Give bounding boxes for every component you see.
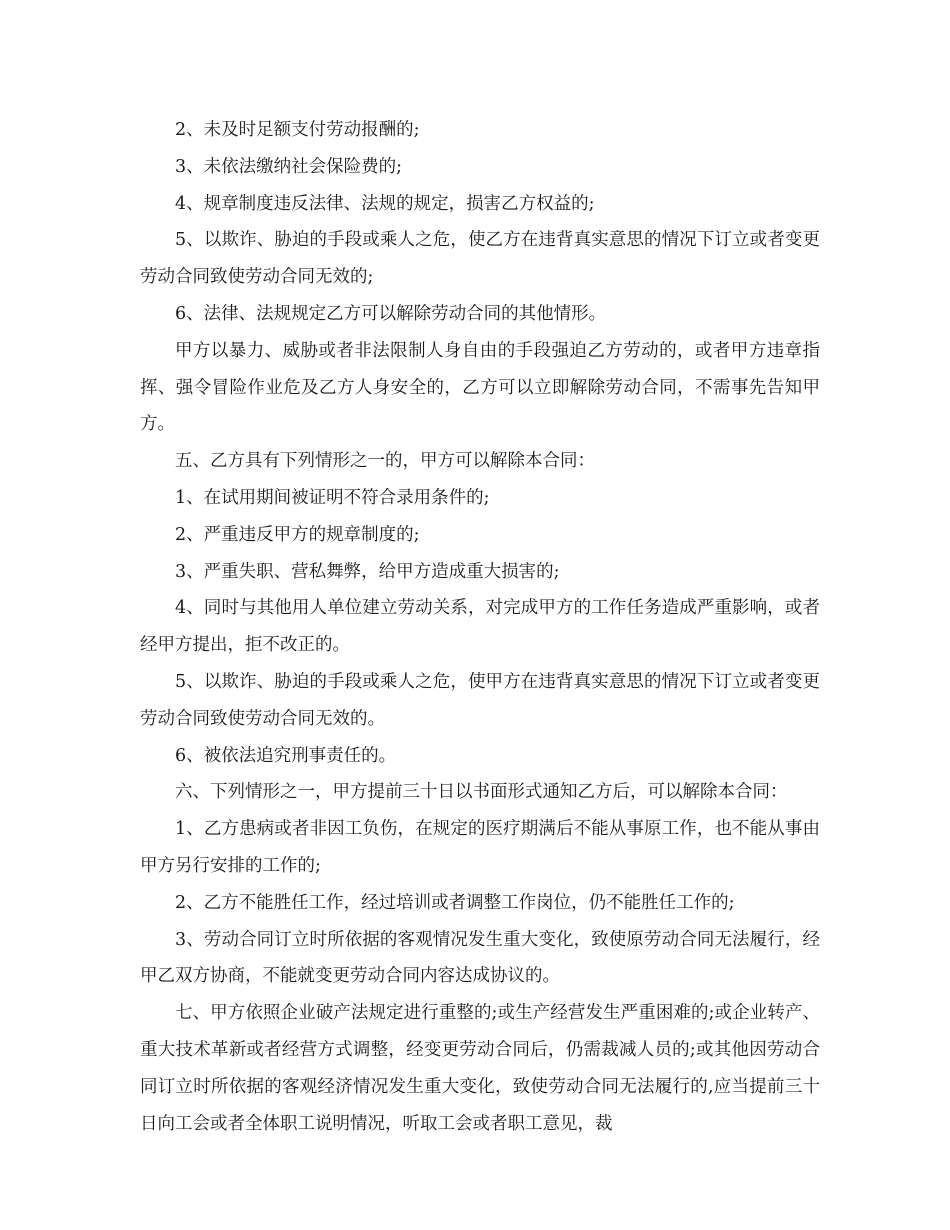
paragraph-item-3: 3、未依法缴纳社会保险费的; [175,156,403,177]
section-five-item-5: 5、以欺诈、胁迫的手段或乘人之危，使甲方在违背真实意思的情况下订立或者变更劳动合同致使劳动合同无效的。 [140,671,820,729]
section-five-item-2: 2、严重违反甲方的规章制度的; [175,524,420,545]
document-body [140,112,820,1142]
section-five-item-6: 6、被依法追究刑事责任的。 [175,745,397,766]
section-five-item-1: 1、在试用期间被证明不符合录用条件的; [175,487,490,508]
section-five-item-4: 4、同时与其他用人单位建立劳动关系，对完成甲方的工作任务造成严重影响，或者经甲方提出，拒不改正的。 [140,598,820,656]
section-six-heading: 六、下列情形之一，甲方提前三十日以书面形式通知乙方后，可以解除本合同： [175,782,788,803]
paragraph-item-4: 4、规章制度违反法律、法规的规定，损害乙方权益的; [175,193,595,214]
section-five-item-3: 3、严重失职、营私舞弊，给甲方造成重大损害的; [175,561,560,582]
paragraph-item-6: 6、法律、法规规定乙方可以解除劳动合同的其他情形。 [175,303,607,324]
section-six-item-2: 2、乙方不能胜任工作，经过培训或者调整工作岗位，仍不能胜任工作的; [175,892,735,913]
section-six-item-1: 1、乙方患病或者非因工负伤，在规定的医疗期满后不能从事原工作，也不能从事由甲方另行安排的工作的; [140,819,820,876]
section-six-item-3: 3、劳动合同订立时所依据的客观情况发生重大变化，致使原劳动合同无法履行，经甲乙双方协商，不能就变更劳动合同内容达成协议的。 [140,929,820,987]
section-seven-paragraph: 七、甲方依照企业破产法规定进行重整的;或生产经营发生严重困难的;或企业转产、重大技术革新或者经营方式调整，经变更劳动合同后，仍需裁减人员的;或其他因劳动合同订立时所依据的客观经济情况发生重大变化，致使劳动合同无法履行的,应当提前三十日向工会或者全体职工说明情况，听取工会或者职工意见，裁 [140,1003,820,1134]
paragraph-item-2: 2、未及时足额支付劳动报酬的; [175,120,420,140]
paragraph-immediate-termination: 甲方以暴力、威胁或者非法限制人身自由的手段强迫乙方劳动的，或者甲方违章指挥、强令冒险作业危及乙方人身安全的，乙方可以立即解除劳动合同，不需事先告知甲方。 [140,340,820,435]
paragraph-item-5: 5、以欺诈、胁迫的手段或乘人之危，使乙方在违背真实意思的情况下订立或者变更劳动合同致使劳动合同无效的; [140,230,820,288]
section-five-heading: 五、乙方具有下列情形之一的，甲方可以解除本合同： [175,451,595,472]
